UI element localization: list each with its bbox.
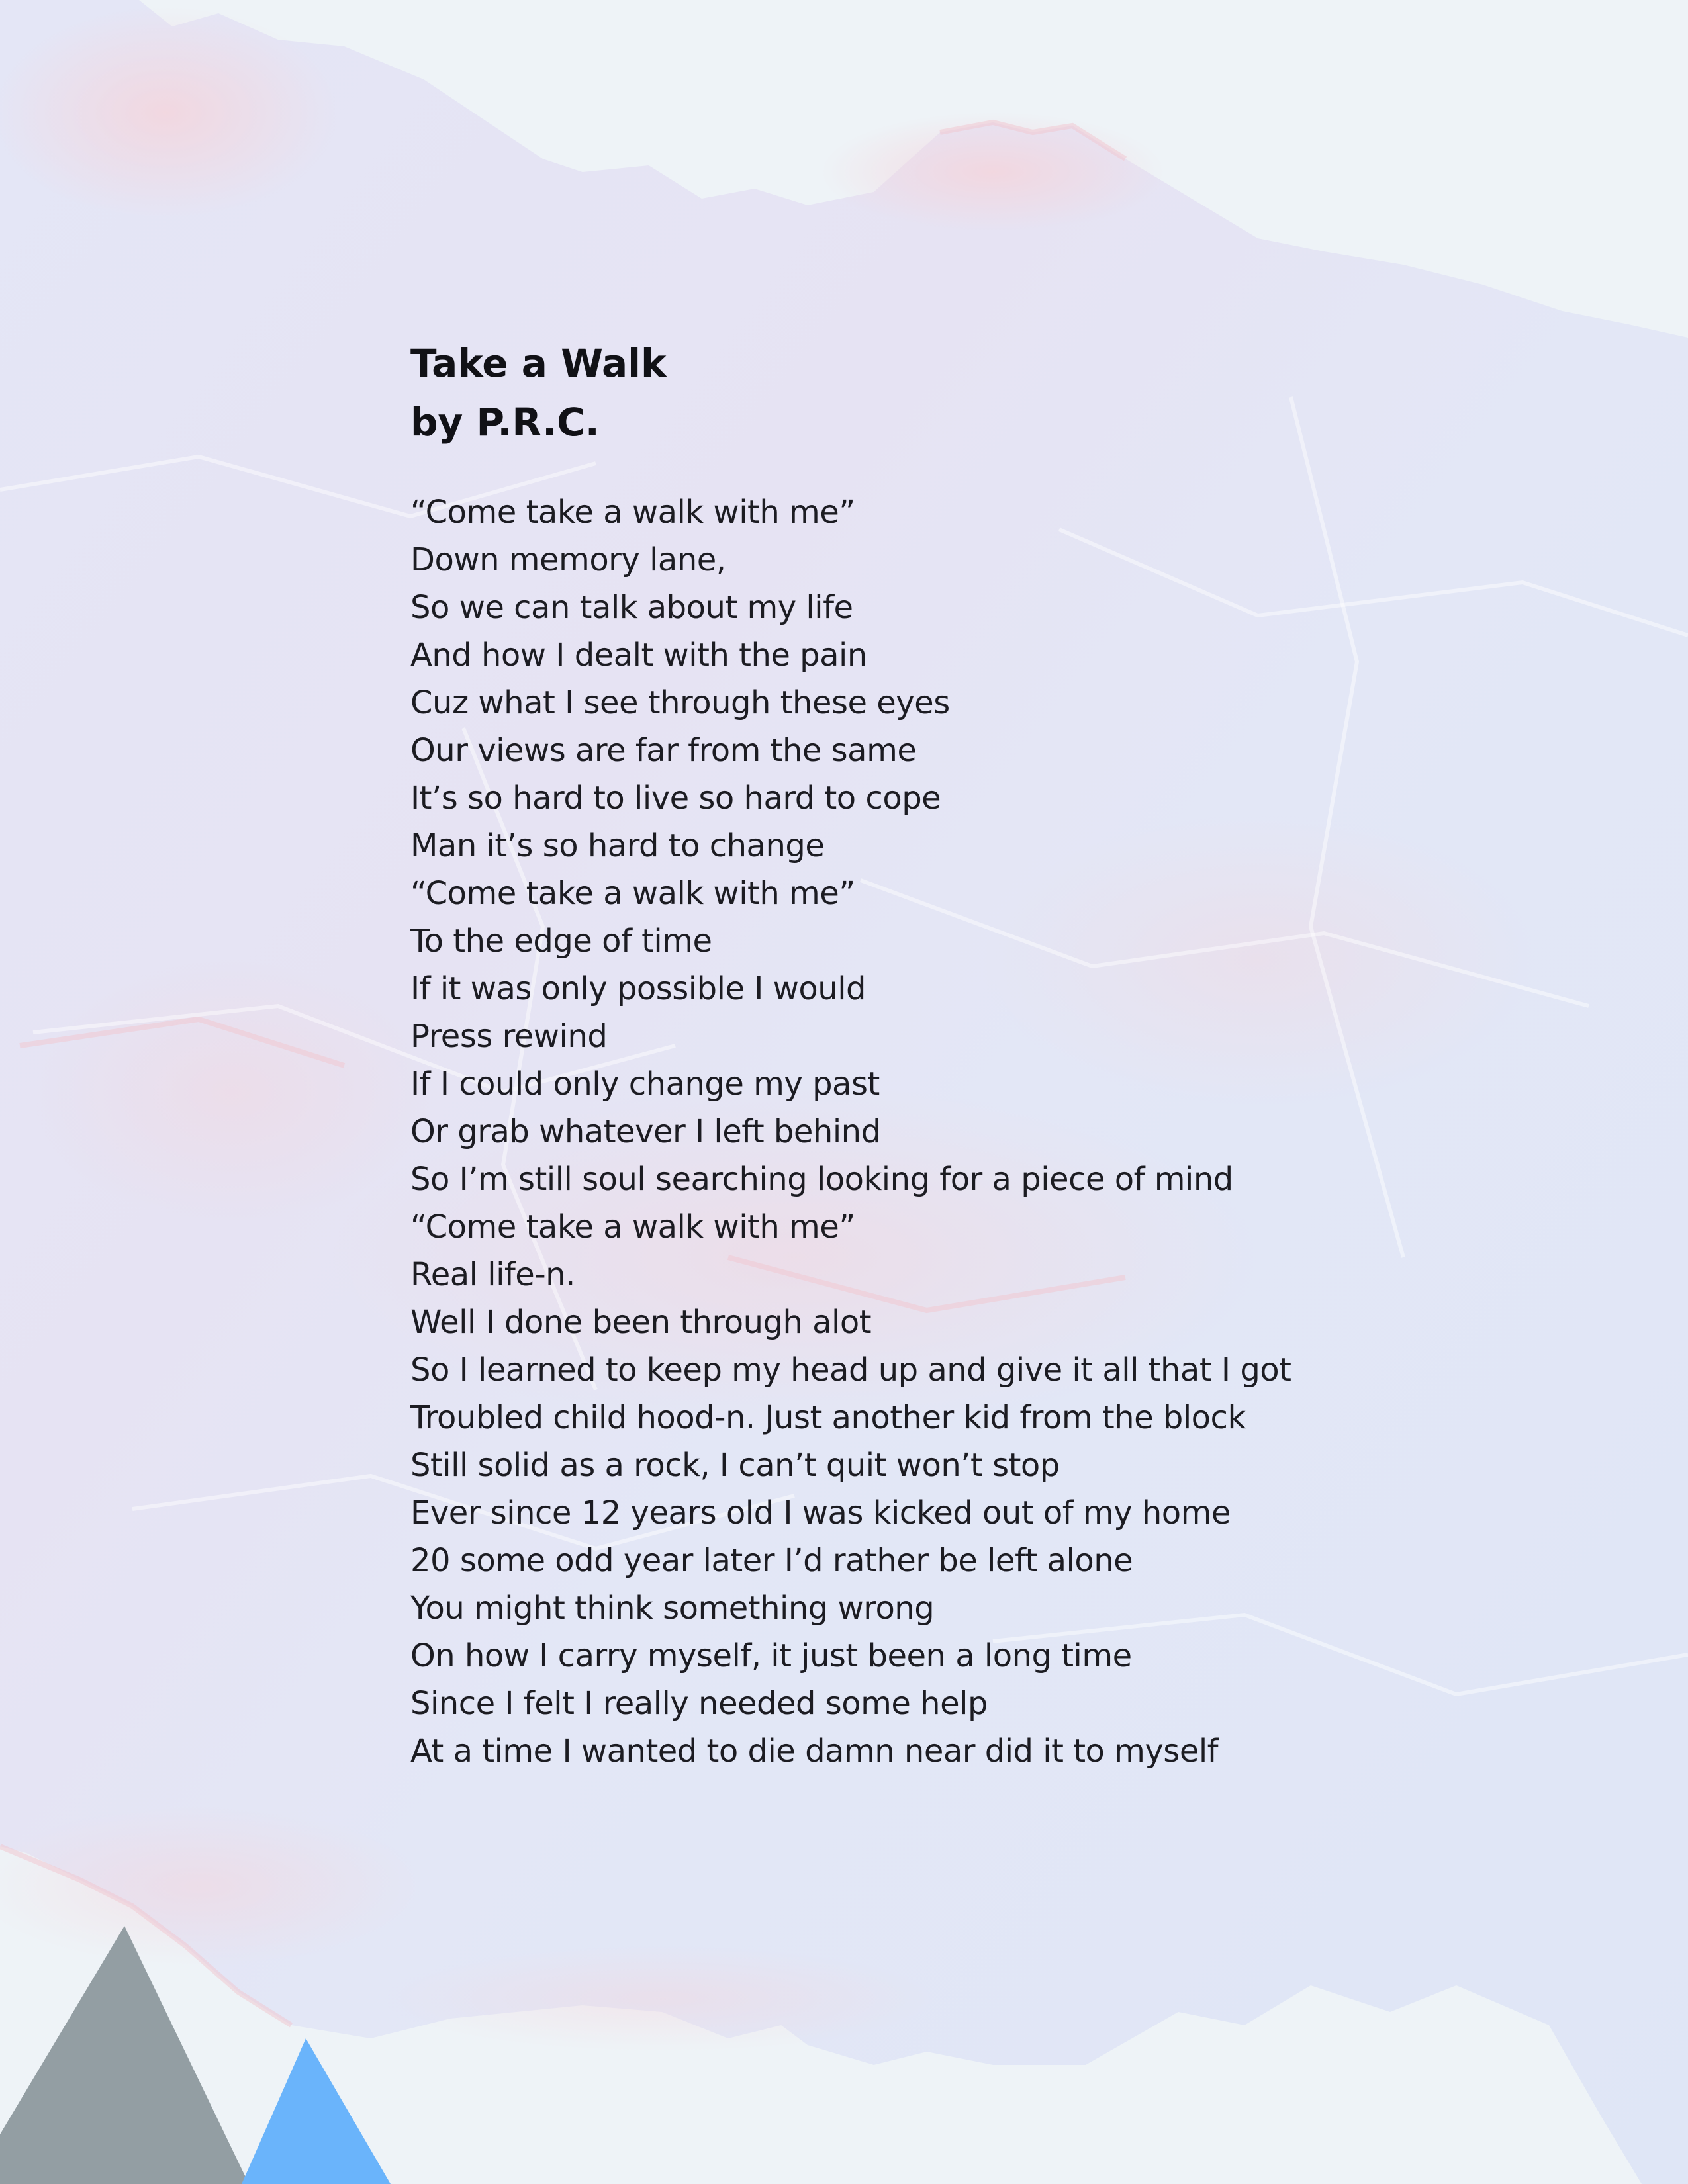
poem-line: So we can talk about my life — [410, 589, 853, 626]
poem-line: Still solid as a rock, I can’t quit won’t stop — [410, 1447, 1060, 1484]
poem-line: So I learned to keep my head up and give it all that I got — [410, 1351, 1291, 1388]
poem-line: And how I dealt with the pain — [410, 637, 867, 674]
poem-line: Or grab whatever I left behind — [410, 1113, 881, 1150]
poem-line: Well I done been through alot — [410, 1304, 872, 1341]
poem-line: To the edge of time — [410, 923, 712, 960]
poem-line: “Come take a walk with me” — [410, 1208, 855, 1246]
poem-line: Troubled child hood-n. Just another kid from the block — [410, 1399, 1246, 1436]
poem-line: Our views are far from the same — [410, 732, 917, 769]
poem-line: At a time I wanted to die damn near did it to myself — [410, 1733, 1219, 1770]
poem-line: Ever since 12 years old I was kicked out of my home — [410, 1494, 1231, 1531]
poem — [410, 334, 1602, 1775]
poem-line: Cuz what I see through these eyes — [410, 684, 950, 721]
poem-byline: by P.R.C. — [410, 400, 600, 445]
poem-line: It’s so hard to live so hard to cope — [410, 780, 941, 817]
poem-lines — [410, 488, 1602, 1775]
poem-line: “Come take a walk with me” — [410, 875, 855, 912]
poem-line: If I could only change my past — [410, 1066, 880, 1103]
poem-line: “Come take a walk with me” — [410, 494, 855, 531]
poem-line: On how I carry myself, it just been a long time — [410, 1637, 1132, 1674]
poem-line: You might think something wrong — [410, 1590, 935, 1627]
poem-title: Take a Walk — [410, 341, 667, 386]
poem-line: Press rewind — [410, 1018, 608, 1055]
poem-line: Man it’s so hard to change — [410, 827, 825, 864]
poem-line: Real life-n. — [410, 1256, 575, 1293]
poem-line: If it was only possible I would — [410, 970, 866, 1007]
poem-line: Since I felt I really needed some help — [410, 1685, 988, 1722]
poem-line: Down memory lane, — [410, 541, 726, 578]
poem-line: 20 some odd year later I’d rather be left alone — [410, 1542, 1133, 1579]
poem-line: So I’m still soul searching looking for a piece of mind — [410, 1161, 1233, 1198]
